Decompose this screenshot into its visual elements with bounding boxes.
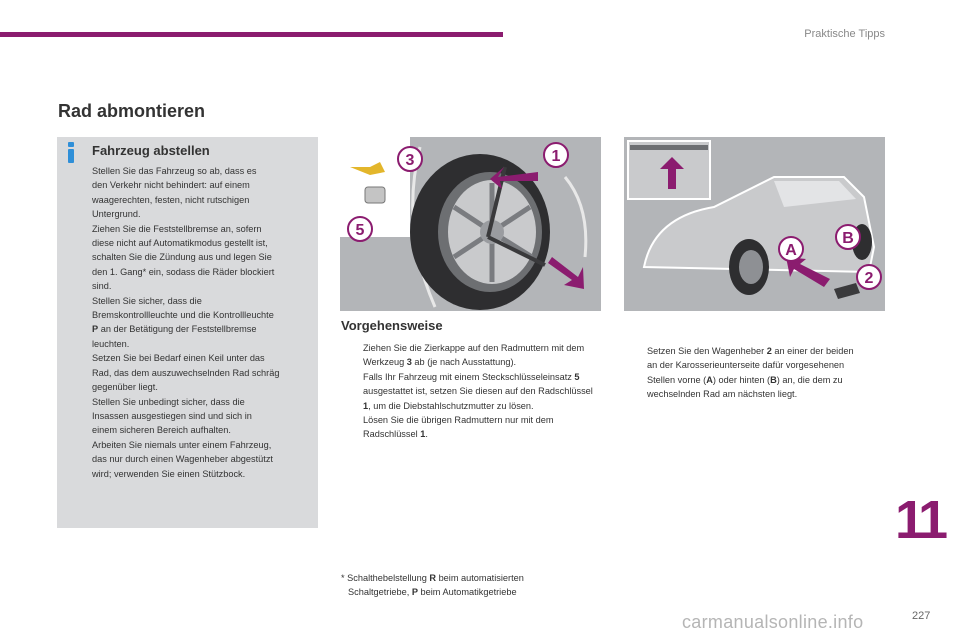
info-line: sind. xyxy=(92,281,112,292)
list-item: Ziehen Sie die Zierkappe auf den Radmuttern mit dem Werkzeug 3 ab (je nach Ausstattung). xyxy=(363,343,585,368)
info-line: Setzen Sie bei Bedarf einen Keil unter das xyxy=(92,353,265,364)
chapter-number: 11 xyxy=(895,490,945,550)
list-item: Setzen Sie den Wagenheber 2 an einer der beiden an der Karosserieunterseite dafür vorgesehenen Stellen vorne (A) oder hinten (B) an, die dem zu wechselnden Rad am nächsten liegt. xyxy=(647,346,854,400)
info-line: Untergrund. xyxy=(92,209,141,220)
callout-b: B xyxy=(842,230,854,247)
info-line: gegenüber liegt. xyxy=(92,382,158,393)
info-line: Ziehen Sie die Feststellbremse an, sofern xyxy=(92,223,262,234)
section-label: Praktische Tipps xyxy=(804,28,885,40)
info-line: diese nicht auf Automatikmodus gestellt ist, xyxy=(92,238,268,249)
info-box-body xyxy=(92,164,314,481)
info-icon xyxy=(66,142,76,164)
info-line: schalten Sie die Zündung aus und legen Sie xyxy=(92,252,272,263)
info-line: Rad, das dem auszuwechselnden Rad schräg xyxy=(92,367,280,378)
info-line: wird; verwenden Sie einen Stützbock. xyxy=(92,468,246,479)
info-line: einem sicheren Bereich aufhalten. xyxy=(92,425,231,436)
procedure-steps-right xyxy=(624,344,864,402)
info-line: Stellen Sie das Fahrzeug so ab, dass es xyxy=(92,166,257,176)
page-title: Rad abmontieren xyxy=(58,101,206,121)
list-item: Falls Ihr Fahrzeug mit einem Steckschlüsseleinsatz 5 ausgestattet ist, setzen Sie diesen auf den Radschlüssel 1, um die Diebstahlschutzmutter zu lösen. xyxy=(363,371,593,411)
info-line: leuchten. xyxy=(92,338,130,349)
car-jack-illustration xyxy=(624,137,885,311)
info-line: Insassen ausgestiegen sind und sich in xyxy=(92,410,252,421)
footnote: * Schalthebelstellung R beim automatisierten Schaltgetriebe, P beim Automatikgetriebe xyxy=(341,573,524,598)
info-box-title: Fahrzeug abstellen xyxy=(92,143,210,158)
info-line: waagerechten, festen, nicht rutschigen xyxy=(92,194,250,205)
info-line: den Verkehr nicht behindert: auf einem xyxy=(92,180,250,191)
procedure-steps-left xyxy=(340,341,602,442)
callout-3: 3 xyxy=(405,152,415,169)
info-line: Stellen Sie unbedingt sicher, dass die xyxy=(92,396,245,407)
info-box xyxy=(57,137,318,528)
header-accent-bar xyxy=(0,32,503,37)
info-line: Bremskontrollleuchte und die Kontrollleuchte xyxy=(92,310,274,321)
info-line: Stellen Sie sicher, dass die xyxy=(92,295,202,306)
info-line: das nur durch einen Wagenheber abgestützt xyxy=(92,454,273,465)
watermark: carmanualsonline.info xyxy=(682,612,864,632)
list-item: Lösen Sie die übrigen Radmuttern nur mit dem Radschlüssel 1. xyxy=(363,415,554,440)
procedure-title: Vorgehensweise xyxy=(341,318,443,333)
wheel-wrench-illustration xyxy=(340,137,601,311)
callout-5: 5 xyxy=(355,222,365,239)
callout-1: 1 xyxy=(551,148,561,165)
callout-a: A xyxy=(785,242,797,259)
info-line: P an der Betätigung der Feststellbremse xyxy=(92,324,257,335)
indicator-p-label: P xyxy=(92,324,99,335)
callout-2: 2 xyxy=(864,270,874,287)
info-line: den 1. Gang* ein, sodass die Räder blockiert xyxy=(92,266,275,277)
info-line: Arbeiten Sie niemals unter einem Fahrzeug, xyxy=(92,439,272,450)
page-number: 227 xyxy=(912,610,931,622)
